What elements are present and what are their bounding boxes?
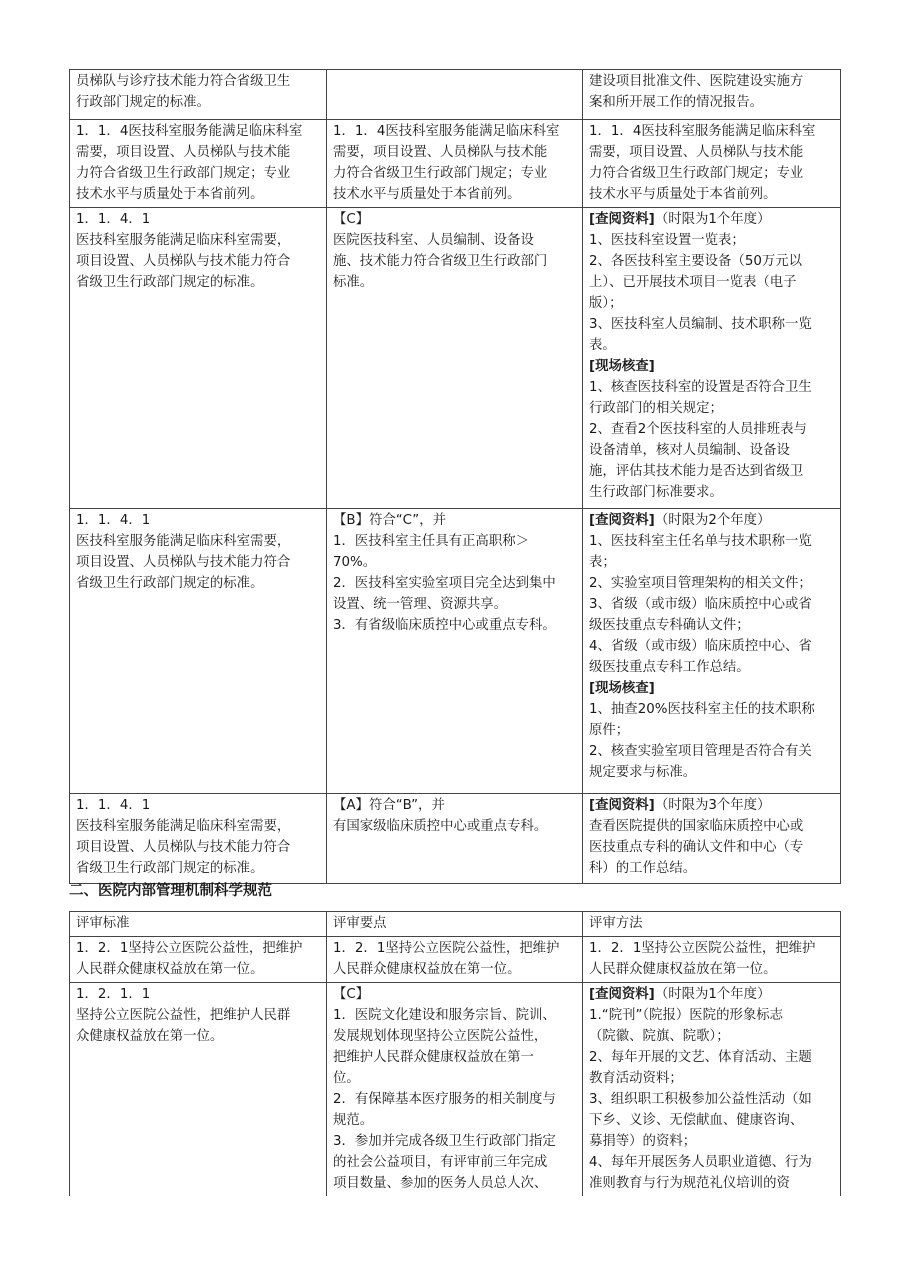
cell-text-line: 省级卫生行政部门规定的标准。 — [76, 861, 264, 876]
cell-text-line: 项目设置、人员梯队与技术能力符合 — [76, 840, 291, 855]
cell-text-line: 设置、统一管理、资源共享。 — [333, 597, 508, 612]
cell-text-line: 力符合省级卫生行政部门规定；专业 — [333, 166, 548, 181]
cell-text-line: 2、每年开展的文艺、体育活动、主题 — [589, 1050, 812, 1065]
method-cell — [583, 70, 841, 120]
cell-text-line: 规范。 — [333, 1113, 374, 1128]
cell-text-line: 1．1．4医技科室服务能满足临床科室 — [333, 124, 560, 139]
cell-text-line: 规定要求与标准。 — [589, 765, 697, 780]
method-time-limit: （时限为1个年度） — [654, 987, 771, 1002]
table-row — [70, 794, 841, 884]
cell-text-line: 把维护人民群众健康权益放在第一 — [333, 1050, 534, 1065]
cell-text-line: 募捐等）的资料； — [589, 1134, 697, 1149]
cell-text-line: 1．2．1坚持公立医院公益性，把维护 — [589, 941, 816, 956]
cell-text-line: 表； — [589, 555, 616, 570]
cell-text-line: 1．1．4．1 — [76, 212, 151, 227]
cell-text-line: 1．医技科室主任具有正高职称＞ — [333, 534, 529, 549]
cell-text-line: 【B】符合“C”，并 — [333, 513, 447, 528]
cell-text-line: 版）； — [589, 296, 623, 311]
table-row — [70, 983, 841, 1197]
cell-text-line: 70%。 — [333, 555, 377, 570]
cell-text-line: 行政部门的相关规定； — [589, 401, 723, 416]
cell-text-line: 施、技术能力符合省级卫生行政部门 — [333, 254, 548, 269]
key-points-cell — [327, 794, 583, 884]
cell-text-line: 人民群众健康权益放在第一位。 — [76, 962, 264, 977]
cell-text-line: 1、抽查20%医技科室主任的技术职称 — [589, 702, 815, 717]
cell-text-line: 4、每年开展医务人员职业道德、行为 — [589, 1155, 812, 1170]
cell-text-line: 力符合省级卫生行政部门规定；专业 — [76, 166, 291, 181]
cell-text-line: 1．2．1坚持公立医院公益性，把维护 — [333, 941, 560, 956]
cell-text-line: 力符合省级卫生行政部门规定；专业 — [589, 166, 804, 181]
method-heading — [589, 678, 834, 699]
cell-text-line: 2、实验室项目管理架构的相关文件； — [589, 576, 812, 591]
cell-text-line: 1．医院文化建设和服务宗旨、院训、 — [333, 1008, 556, 1023]
cell-text-line: 1、医技科室设置一览表； — [589, 233, 745, 248]
cell-text-line: 生行政部门标准要求。 — [589, 485, 723, 500]
method-heading-label: [查阅资料] — [589, 798, 655, 813]
cell-text-line: 3、省级（或市级）临床质控中心或省 — [589, 597, 812, 612]
cell-text-line: 技术水平与质量处于本省前列。 — [333, 187, 521, 202]
cell-text-line: 医院医技科室、人员编制、设备设 — [333, 233, 534, 248]
method-cell — [583, 509, 841, 794]
cell-text-line: 1、核查医技科室的设置是否符合卫生 — [589, 380, 812, 395]
cell-text-line: 人民群众健康权益放在第一位。 — [589, 962, 777, 977]
standard-cell — [70, 937, 327, 983]
standards-table-part1 — [69, 69, 841, 884]
method-heading-label: [查阅资料] — [589, 212, 655, 227]
cell-text-line: 2．有保障基本医疗服务的相关制度与 — [333, 1092, 556, 1107]
method-heading — [589, 795, 834, 816]
cell-text-line: 表。 — [589, 338, 616, 353]
cell-text-line: 医技科室服务能满足临床科室需要， — [76, 534, 291, 549]
cell-text-line: 【C】 — [333, 212, 370, 227]
cell-text-line: 准则教育与行为规范礼仪培训的资 — [589, 1176, 790, 1191]
method-heading-label: [现场核查] — [589, 359, 655, 374]
cell-text-line: 4、省级（或市级）临床质控中心、省 — [589, 639, 812, 654]
cell-text-line: 项目设置、人员梯队与技术能力符合 — [76, 254, 291, 269]
key-points-cell — [327, 937, 583, 983]
cell-text-line: 发展规划体现坚持公立医院公益性， — [333, 1029, 548, 1044]
table-row — [70, 70, 841, 120]
standard-cell — [70, 208, 327, 509]
table-header-row — [70, 912, 841, 937]
cell-text-line: 教育活动资料； — [589, 1071, 683, 1086]
header-key-points: 评审要点 — [327, 912, 583, 937]
cell-text-line: 项目设置、人员梯队与技术能力符合 — [76, 555, 291, 570]
cell-text-line: 施，评估其技术能力是否达到省级卫 — [589, 464, 804, 479]
cell-text-line: 1、医技科室主任名单与技术职称一览 — [589, 534, 812, 549]
method-time-limit: （时限为1个年度） — [654, 212, 771, 227]
method-heading-label: [查阅资料] — [589, 987, 655, 1002]
cell-text-line: 项目数量、参加的医务人员总人次、 — [333, 1176, 548, 1191]
header-method: 评审方法 — [583, 912, 841, 937]
cell-text-line: 【A】符合“B”，并 — [333, 798, 445, 813]
standard-cell — [70, 509, 327, 794]
cell-text-line: 医技科室服务能满足临床科室需要， — [76, 819, 291, 834]
method-heading-label: [查阅资料] — [589, 513, 655, 528]
cell-text-line: 2、核查实验室项目管理是否符合有关 — [589, 744, 812, 759]
table-row — [70, 937, 841, 983]
cell-text-line: 1．2．1．1 — [76, 987, 151, 1002]
method-heading-label: [现场核查] — [589, 681, 655, 696]
cell-text-line: 医技科室服务能满足临床科室需要， — [76, 233, 291, 248]
cell-text-line: 科）的工作总结。 — [589, 861, 697, 876]
cell-text-line: 省级卫生行政部门规定的标准。 — [76, 576, 264, 591]
standard-cell — [70, 70, 327, 120]
cell-text-line: 人民群众健康权益放在第一位。 — [333, 962, 521, 977]
cell-text-line: 2、各医技科室主要设备（50万元以 — [589, 254, 803, 269]
header-standard: 评审标准 — [70, 912, 327, 937]
table-row — [70, 120, 841, 208]
cell-text-line: 医技重点专科的确认文件和中心（专 — [589, 840, 804, 855]
cell-text-line: 1．2．1坚持公立医院公益性，把维护 — [76, 941, 303, 956]
method-time-limit: （时限为3个年度） — [654, 798, 771, 813]
cell-text-line: 有国家级临床质控中心或重点专科。 — [333, 819, 548, 834]
cell-text-line: 需要，项目设置、人员梯队与技术能 — [333, 145, 548, 160]
cell-text-line: 标准。 — [333, 275, 374, 290]
cell-text-line: 【C】 — [333, 987, 370, 1002]
cell-text-line: 1．1．4医技科室服务能满足临床科室 — [76, 124, 303, 139]
cell-text-line: 3．参加并完成各级卫生行政部门指定 — [333, 1134, 556, 1149]
standard-cell — [70, 794, 327, 884]
key-points-cell — [327, 509, 583, 794]
key-points-cell — [327, 70, 583, 120]
cell-text-line: 1.“院刊”（院报）医院的形象标志 — [589, 1008, 784, 1023]
cell-text-line: 2、查看2个医技科室的人员排班表与 — [589, 422, 807, 437]
cell-text-line: 行政部门规定的标准。 — [76, 95, 210, 110]
cell-text-line: 建设项目批准文件、医院建设实施方 — [589, 74, 804, 89]
cell-text-line: 3、医技科室人员编制、技术职称一览 — [589, 317, 812, 332]
standard-cell — [70, 120, 327, 208]
cell-text-line: 级医技重点专科确认文件； — [589, 618, 750, 633]
standards-table-part2 — [69, 911, 841, 1196]
section-title: 二、医院内部管理机制科学规范 — [69, 883, 272, 899]
cell-text-line: 技术水平与质量处于本省前列。 — [589, 187, 777, 202]
method-heading — [589, 209, 834, 230]
method-time-limit: （时限为2个年度） — [654, 513, 771, 528]
cell-text-line: 众健康权益放在第一位。 — [76, 1029, 224, 1044]
cell-text-line: 设备清单，核对人员编制、设备设 — [589, 443, 790, 458]
cell-text-line: 级医技重点专科工作总结。 — [589, 660, 750, 675]
cell-text-line: 案和所开展工作的情况报告。 — [589, 95, 764, 110]
standard-cell — [70, 983, 327, 1197]
cell-text-line: 上）、已开展技术项目一览表（电子 — [589, 275, 797, 290]
cell-text-line: 需要，项目设置、人员梯队与技术能 — [589, 145, 804, 160]
cell-text-line: 3．有省级临床质控中心或重点专科。 — [333, 618, 556, 633]
key-points-cell — [327, 208, 583, 509]
method-cell — [583, 983, 841, 1197]
method-cell — [583, 937, 841, 983]
cell-text-line: 位。 — [333, 1071, 360, 1086]
cell-text-line: 2．医技科室实验室项目完全达到集中 — [333, 576, 556, 591]
key-points-cell — [327, 983, 583, 1197]
cell-text-line: 查看医院提供的国家临床质控中心或 — [589, 819, 804, 834]
cell-text-line: 坚持公立医院公益性，把维护人民群 — [76, 1008, 291, 1023]
method-heading — [589, 984, 834, 1005]
cell-text-line: 员梯队与诊疗技术能力符合省级卫生 — [76, 74, 291, 89]
table-row — [70, 509, 841, 794]
key-points-cell — [327, 120, 583, 208]
cell-text-line: 1．1．4．1 — [76, 513, 151, 528]
cell-text-line: 需要，项目设置、人员梯队与技术能 — [76, 145, 291, 160]
cell-text-line: 下乡、义诊、无偿献血、健康咨询、 — [589, 1113, 804, 1128]
cell-text-line: 3、组织职工积极参加公益性活动（如 — [589, 1092, 812, 1107]
cell-text-line: 的社会公益项目，有评审前三年完成 — [333, 1155, 548, 1170]
method-cell — [583, 794, 841, 884]
method-heading — [589, 510, 834, 531]
method-heading — [589, 356, 834, 377]
table-row — [70, 208, 841, 509]
cell-text-line: 1．1．4医技科室服务能满足临床科室 — [589, 124, 816, 139]
method-cell — [583, 208, 841, 509]
cell-text-line: 省级卫生行政部门规定的标准。 — [76, 275, 264, 290]
cell-text-line: （院徽、院旗、院歌）； — [589, 1029, 730, 1044]
method-cell — [583, 120, 841, 208]
cell-text-line: 技术水平与质量处于本省前列。 — [76, 187, 264, 202]
cell-text-line: 原件； — [589, 723, 630, 738]
cell-text-line: 1．1．4．1 — [76, 798, 151, 813]
